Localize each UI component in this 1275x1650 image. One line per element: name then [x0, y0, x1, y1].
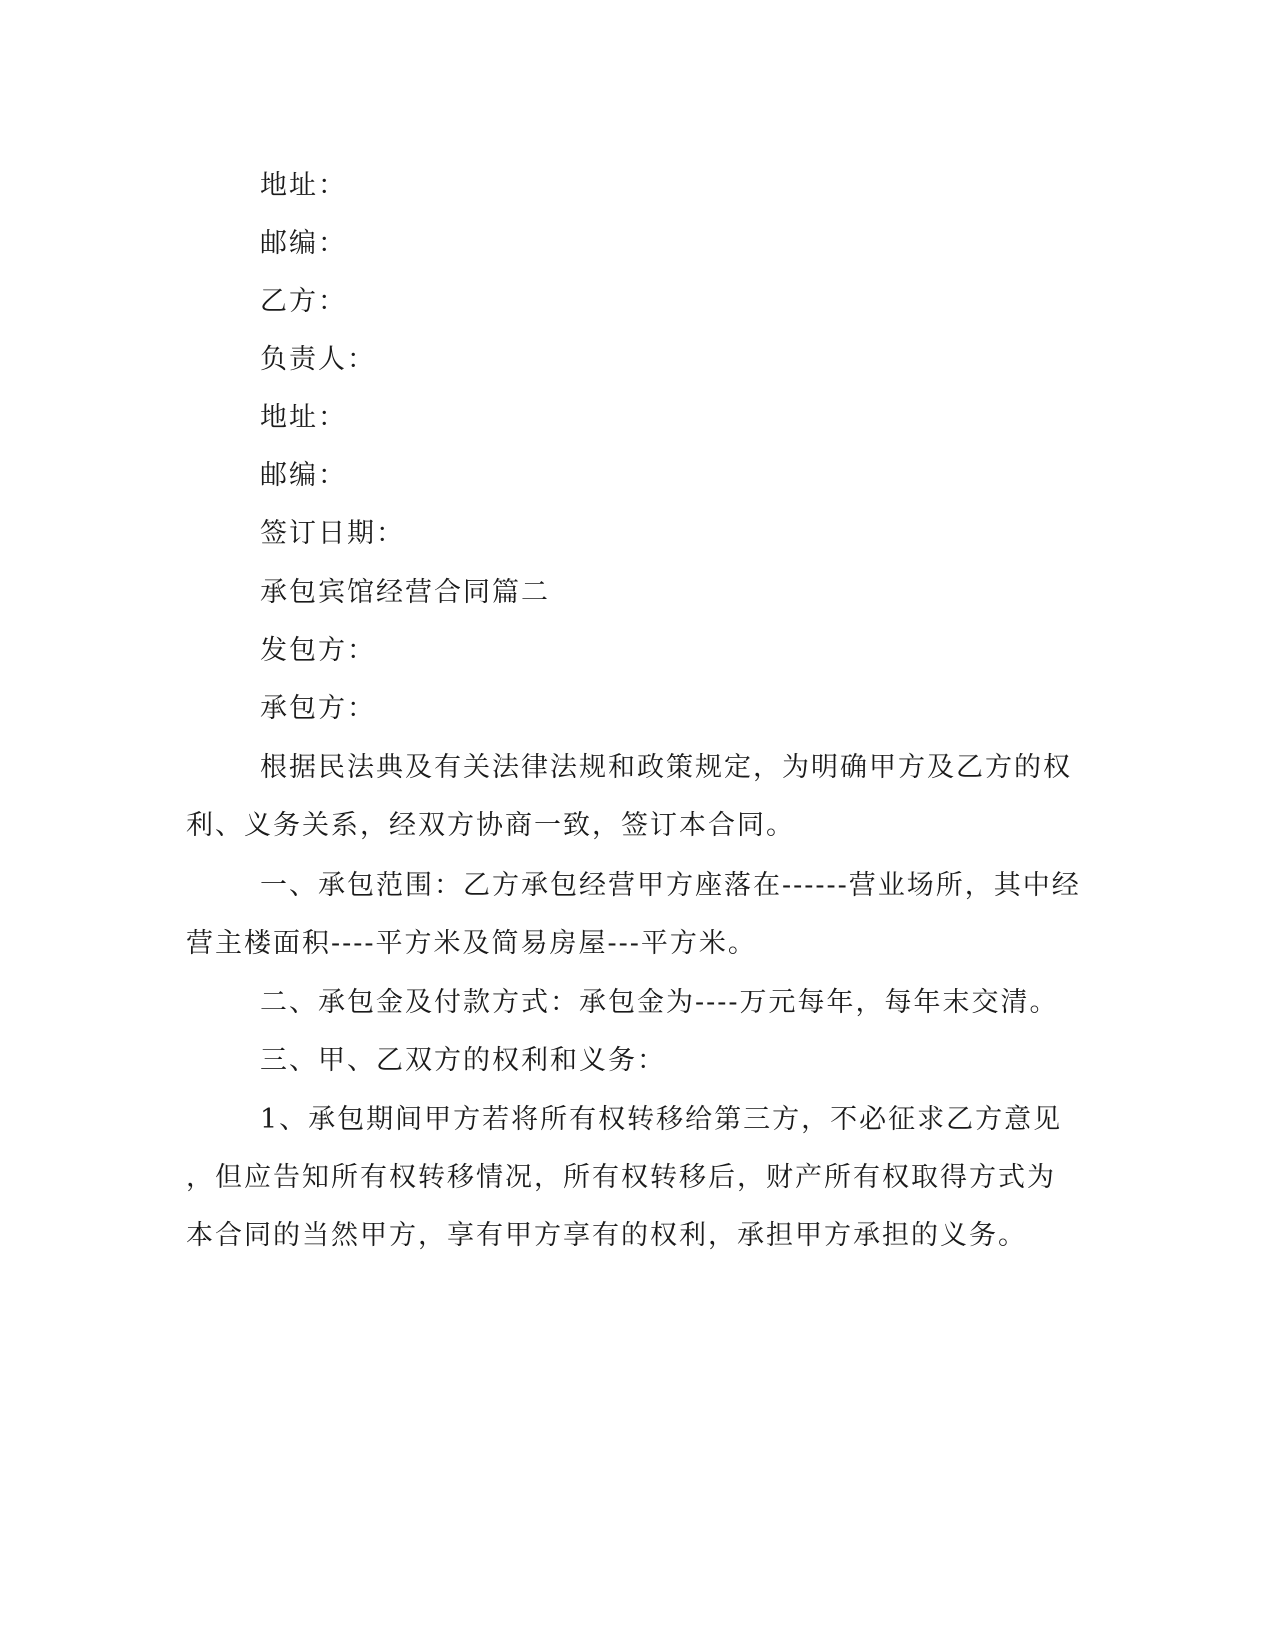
preamble-line-1: 根据民法典及有关法律法规和政策规定，为明确甲方及乙方的权: [260, 752, 1072, 783]
clause-1-line-1: 一、承包范围：乙方承包经营甲方座落在------营业场所，其中经: [260, 870, 1081, 901]
item-1-line-3: 本合同的当然甲方，享有甲方享有的权利，承担甲方承担的义务。: [186, 1220, 1027, 1251]
section-title: 承包宾馆经营合同篇二: [260, 577, 550, 608]
party-b-address-label: 地址：: [260, 402, 347, 433]
clause-3: 三、甲、乙双方的权利和义务：: [260, 1045, 666, 1076]
signing-date-label: 签订日期：: [260, 518, 405, 549]
clause-2: 二、承包金及付款方式：承包金为----万元每年，每年末交清。: [260, 987, 1059, 1018]
contractor-label: 发包方：: [260, 635, 376, 666]
party-b-label: 乙方：: [260, 286, 347, 317]
party-a-postcode-label: 邮编：: [260, 228, 347, 259]
item-1-line-2: ，但应告知所有权转移情况，所有权转移后，财产所有权取得方式为: [186, 1162, 1056, 1193]
contractee-label: 承包方：: [260, 693, 376, 724]
party-b-postcode-label: 邮编：: [260, 460, 347, 491]
party-b-responsible-label: 负责人：: [260, 344, 376, 375]
item-1-line-1: 1、承包期间甲方若将所有权转移给第三方，不必征求乙方意见: [260, 1104, 1063, 1135]
party-a-address-label: 地址：: [260, 170, 347, 201]
preamble-line-2: 利、义务关系，经双方协商一致，签订本合同。: [186, 810, 795, 841]
clause-1-line-2: 营主楼面积----平方米及简易房屋---平方米。: [186, 928, 757, 959]
